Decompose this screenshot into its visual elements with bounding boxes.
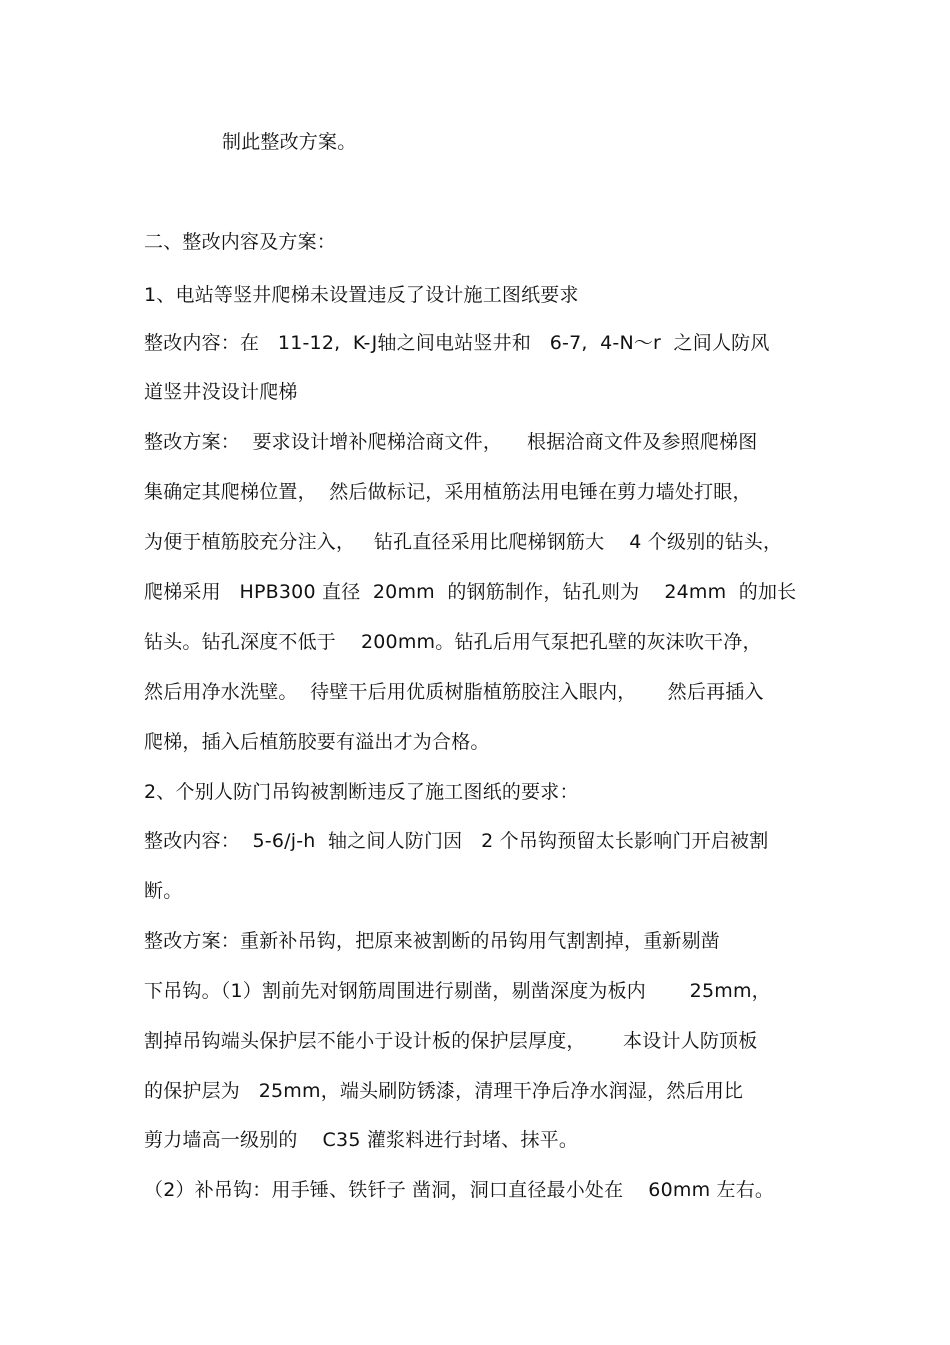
item-heading-2: 2、个别人防门吊钩被割断违反了施工图纸的要求： bbox=[144, 781, 579, 803]
text-line: 整改内容： 5-6/j-h 轴之间人防门因 2 个吊钩预留太长影响门开启被割 bbox=[144, 830, 769, 852]
text-line: 断。 bbox=[144, 880, 183, 902]
text-line: 道竖井没设计爬梯 bbox=[144, 381, 298, 403]
text-line: 剪力墙高一级别的 C35 灌浆料进行封堵、抹平。 bbox=[144, 1129, 579, 1151]
text-line: （2）补吊钩：用手锤、铁钎子 凿洞，洞口直径最小处在 60mm 左右。 bbox=[144, 1179, 775, 1201]
text-line: 爬梯，插入后植筋胶要有溢出才为合格。 bbox=[144, 731, 490, 753]
item-heading-1: 1、电站等竖井爬梯未设置违反了设计施工图纸要求 bbox=[144, 284, 579, 306]
text-line: 集确定其爬梯位置， 然后做标记，采用植筋法用电锤在剪力墙处打眼， bbox=[144, 481, 752, 503]
text-line-continuation: 制此整改方案。 bbox=[222, 131, 357, 153]
text-line: 下吊钩。（1）割前先对钢筋周围进行剔凿，剔凿深度为板内 25mm， bbox=[144, 980, 771, 1002]
section-heading: 二、整改内容及方案： bbox=[144, 231, 337, 253]
text-line: 爬梯采用 HPB300 直径 20mm 的钢筋制作，钻孔则为 24mm 的加长 bbox=[144, 581, 797, 603]
text-line: 割掉吊钩端头保护层不能小于设计板的保护层厚度， 本设计人防顶板 bbox=[144, 1030, 758, 1052]
text-line: 为便于植筋胶充分注入， 钻孔直径采用比爬梯钢筋大 4 个级别的钻头， bbox=[144, 531, 783, 553]
text-line: 然后用净水洗壁。 待壁干后用优质树脂植筋胶注入眼内， 然后再插入 bbox=[144, 681, 764, 703]
text-line: 整改内容：在 11-12, K-J轴之间电站竖井和 6-7, 4-N～r 之间人防风 bbox=[144, 332, 770, 354]
text-line: 整改方案：重新补吊钩，把原来被割断的吊钩用气割割掉，重新剔凿 bbox=[144, 930, 721, 952]
text-line: 钻头。钻孔深度不低于 200mm。钻孔后用气泵把孔壁的灰沫吹干净， bbox=[144, 631, 762, 653]
text-line: 的保护层为 25mm，端头刷防锈漆，清理干净后净水润湿，然后用比 bbox=[144, 1080, 744, 1102]
text-line: 整改方案： 要求设计增补爬梯洽商文件， 根据洽商文件及参照爬梯图 bbox=[144, 431, 758, 453]
